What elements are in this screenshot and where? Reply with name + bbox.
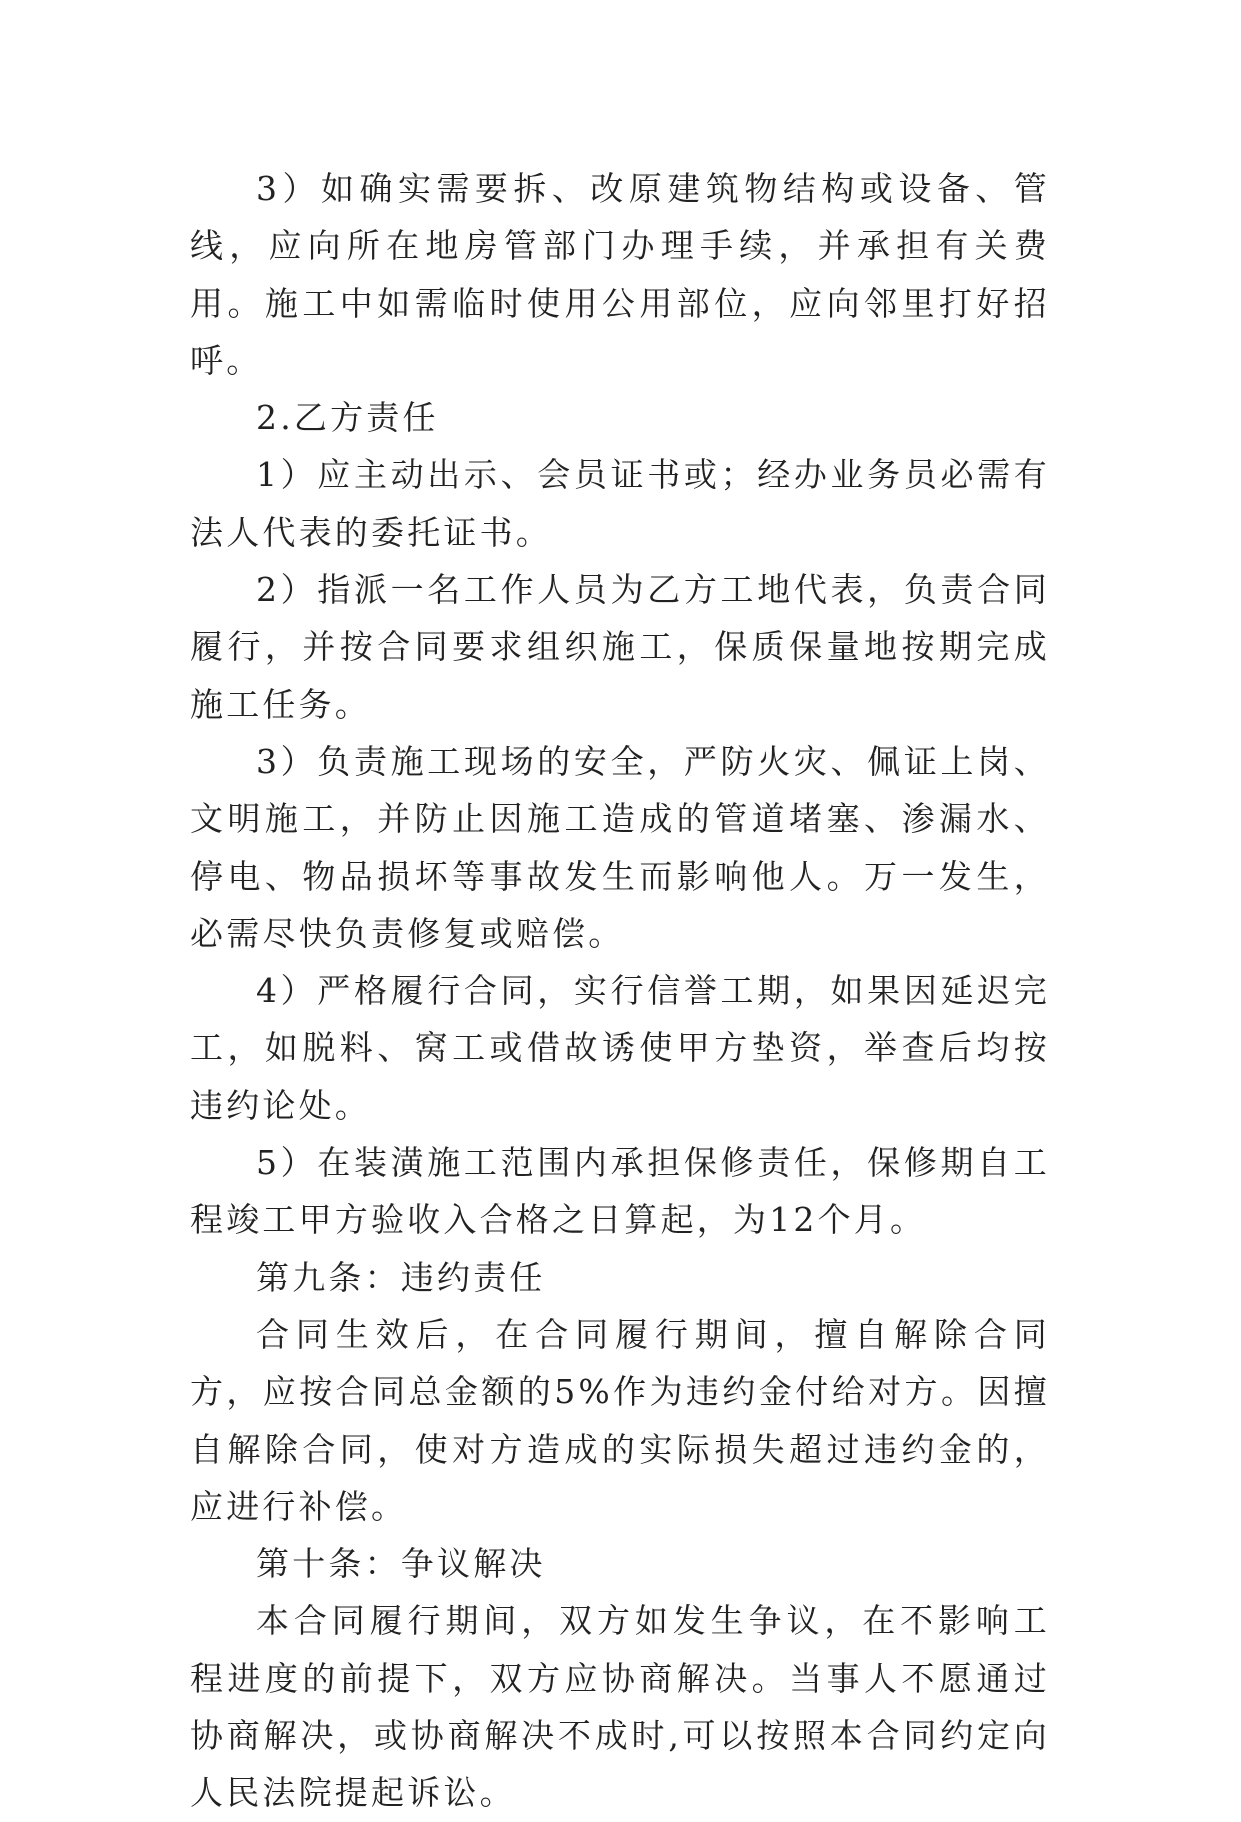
clause-b5-paragraph: 5）在装潢施工范围内承担保修责任，保修期自工程竣工甲方验收入合格之日算起，为12个月。 (190, 1143, 1050, 1240)
party-b-responsibility-heading: 2.乙方责任 (256, 398, 439, 438)
clause-b4-paragraph: 4）严格履行合同，实行信誉工期，如果因延迟完工，如脱料、窝工或借故诱使甲方垫资，举查后均按违约论处。 (190, 971, 1050, 1125)
clause-b3-paragraph: 3）负责施工现场的安全，严防火灾、佩证上岗、文明施工，并防止因施工造成的管道堵塞、渗漏水、停电、物品损坏等事故发生而影响他人。万一发生，必需尽快负责修复或赔偿。 (190, 741, 1050, 953)
article-9-paragraph: 合同生效后，在合同履行期间，擅自解除合同方，应按合同总金额的5%作为违约金付给对方。因擅自解除合同，使对方造成的实际损失超过违约金的，应进行补偿。 (190, 1314, 1050, 1526)
article-10-heading: 第十条：争议解决 (256, 1544, 546, 1584)
article-10-paragraph: 本合同履行期间，双方如发生争议，在不影响工程进度的前提下，双方应协商解决。当事人不愿通过协商解决，或协商解决不成时,可以按照本合同约定向人民法院提起诉讼。 (190, 1601, 1050, 1813)
document-body (190, 160, 1050, 1822)
article-9-heading: 第九条：违约责任 (256, 1257, 546, 1297)
clause-b2-paragraph: 2）指派一名工作人员为乙方工地代表，负责合同履行，并按合同要求组织施工，保质保量地按期完成施工任务。 (190, 570, 1050, 724)
clause-b1-paragraph: 1）应主动出示、会员证书或；经办业务员必需有法人代表的委托证书。 (190, 455, 1050, 552)
clause-a3-paragraph: 3）如确实需要拆、改原建筑物结构或设备、管线，应向所在地房管部门办理手续，并承担有关费用。施工中如需临时使用公用部位，应向邻里打好招呼。 (190, 169, 1050, 380)
